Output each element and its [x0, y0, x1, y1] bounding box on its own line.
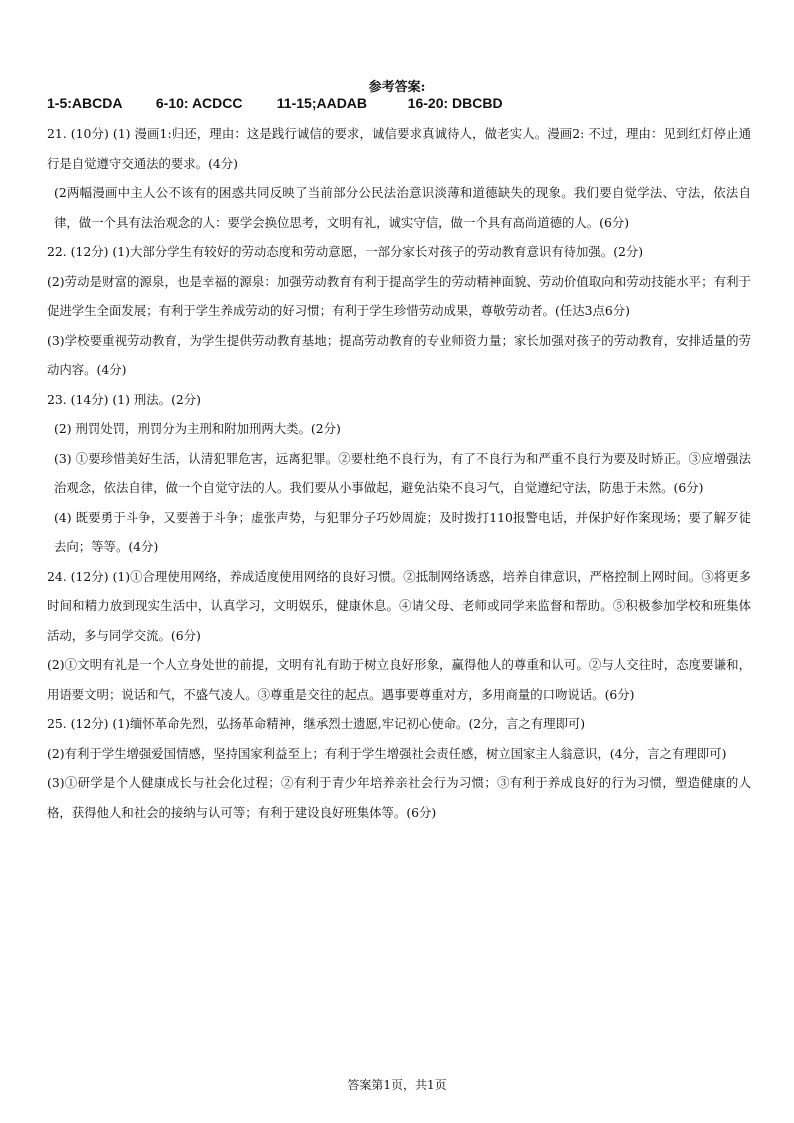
page-footer: 答案第1页，共1页	[347, 1078, 447, 1092]
page-title: 参考答案:	[368, 80, 426, 95]
answer-paragraph-25-2: (2)有利于学生增强爱国情感，坚持国家利益至上；有利于学生增强社会责任感，树立国家主人翁意识，(4分，言之有理即可)	[47, 745, 727, 761]
answer-paragraph-21-2: (2两幅漫画中主人公不该有的困惑共同反映了当前部分公民法治意识淡薄和道德缺失的现象。我们要自觉学法、守法，依法自律，做一个具有法治观念的人：要学会换位思考，文明有礼，诚实守信，做一个具有高尚道德的人。(6分)	[54, 185, 751, 230]
answer-paragraph-22-3: (3)学校要重视劳动教育，为学生提供劳动教育基地；提高劳动教育的专业师资力量；家长加强对孩子的劳动教育，安排适量的劳动内容。(4分)	[47, 332, 751, 377]
choice-answer-group: 1-5:ABCDA	[47, 95, 123, 111]
answer-paragraph-23-3: (3) ①要珍惜美好生活，认清犯罪危害，远离犯罪。②要杜绝不良行为，有了不良行为和严重不良行为要及时矫正。③应增强法治观念，依法自律，做一个自觉守法的人。我们要从小事做起，避免沾染不良习气，自觉遵纪守法，防患于未然。(6分)	[54, 450, 751, 495]
answer-body	[47, 119, 751, 827]
answer-paragraph-23-4: (4) 既要勇于斗争，又要善于斗争；虚张声势，与犯罪分子巧妙周旋；及时拨打110报警电话，并保护好作案现场；要了解歹徒去向；等等。(4分)	[54, 509, 751, 554]
answer-paragraph-23-2: (2) 刑罚处罚，刑罚分为主刑和附加刑两大类。(2分)	[54, 421, 341, 436]
answer-paragraph-22-2: (2)劳动是财富的源泉，也是幸福的源泉：加强劳动教育有利于提高学生的劳动精神面貌、劳动价值取向和劳动技能水平；有利于促进学生全面发展；有利于学生养成劳动的好习惯；有利于学生珍惜劳动成果，尊敬劳动者。(任达3点6分)	[47, 273, 751, 318]
answer-paragraph-25-3: (3)①研学是个人健康成长与社会化过程；②有利于青少年培养亲社会行为习惯；③有利于养成良好的行为习惯，塑造健康的人格，获得他人和社会的接纳与认可等；有利于建设良好班集体等。(6分)	[47, 775, 751, 820]
choice-answer-group: 6-10: ACDCC	[155, 95, 243, 111]
answer-paragraph-25-1: 25. (12分) (1)缅怀革命先烈，弘扬革命精神，继承烈士遗愿,牢记初心使命。(2分，言之有理即可)	[47, 716, 586, 731]
answer-paragraph-24-2: (2)①文明有礼是一个人立身处世的前提，文明有礼有助于树立良好形象，赢得他人的尊重和认可。②与人交往时，态度要谦和，用语要文明；说话和气，不盛气凌人。③尊重是交往的起点。遇事要尊重对方，多用商量的口吻说话。(6分)	[47, 657, 751, 702]
choice-answer-group: 11-15;AADAB	[276, 95, 368, 111]
answer-paragraph-21-1: 21. (10分) (1) 漫画1:归还，理由：这是践行诚信的要求，诚信要求真诚待人，做老实人。漫画2: 不过，理由：见到红灯停止通行是自觉遵守交通法的要求。(4分)	[47, 126, 751, 171]
choice-answers-row	[47, 95, 503, 111]
answer-paragraph-24-1: 24. (12分) (1)①合理使用网络，养成适度使用网络的良好习惯。②抵制网络诱惑，培养自律意识，严格控制上网时间。③将更多时间和精力放到现实生活中，认真学习，文明娱乐，健康休息。④请父母、老师或同学来监督和帮助。⑤积极参加学校和班集体活动，多与同学交流。(6分)	[47, 568, 751, 643]
answer-paragraph-22-1: 22. (12分) (1)大部分学生有较好的劳动态度和劳动意愿，一部分家长对孩子的劳动教育意识有待加强。(2分)	[47, 244, 644, 259]
choice-answer-group: 16-20: DBCBD	[407, 95, 503, 111]
answer-paragraph-23-1: 23. (14分) (1) 刑法。(2分)	[47, 391, 202, 407]
